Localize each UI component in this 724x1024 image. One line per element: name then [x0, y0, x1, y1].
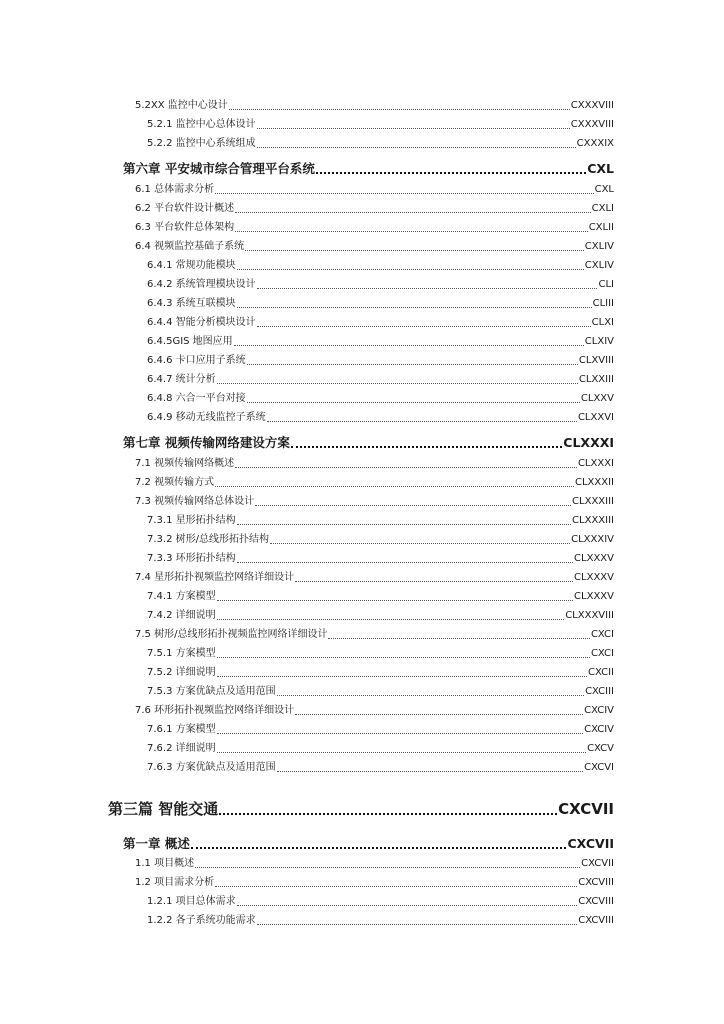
dot-leader [257, 147, 576, 148]
toc-entry-page: CLXXXIII [572, 496, 614, 507]
dot-leader [245, 250, 584, 251]
toc-entry-page: CXL [587, 161, 614, 176]
toc-entry-page: CXCIII [585, 686, 614, 697]
toc-entry-page: CXCVIII [578, 896, 614, 907]
toc-entry-title: 6.1 总体需求分析 [135, 184, 215, 195]
toc-entry-page: CXLI [591, 203, 614, 214]
toc-entry-title: 6.4.1 常规功能模块 [147, 260, 236, 271]
toc-entry-title: 7.5.1 方案模型 [147, 648, 216, 659]
toc-entry-page: CLXXVI [577, 412, 614, 423]
toc-entry[interactable] [147, 392, 614, 406]
dot-leader [257, 924, 578, 925]
dot-leader [237, 307, 592, 308]
toc-entry-page: CLXXXVIII [565, 610, 614, 621]
dot-leader [229, 109, 570, 110]
toc-entry-page: CLXXXI [563, 435, 614, 450]
toc-entry-page: CXCVIII [578, 877, 614, 888]
toc-entry[interactable] [147, 411, 614, 425]
toc-entry-title: 7.3 视频传输网络总体设计 [135, 496, 255, 507]
toc-entry-title: 7.2 视频传输方式 [135, 477, 215, 488]
toc-entry[interactable] [147, 609, 614, 623]
toc-entry[interactable] [135, 457, 614, 471]
toc-entry[interactable] [147, 590, 614, 604]
dot-leader [237, 524, 571, 525]
toc-entry-title: 7.6.3 方案优缺点及适用范围 [147, 762, 276, 773]
dot-leader [277, 771, 583, 772]
toc-entry-page: CXCVI [584, 762, 614, 773]
toc-entry[interactable] [147, 335, 614, 349]
toc-entry[interactable] [147, 761, 614, 775]
toc-entry-title: 7.4.2 详细说明 [147, 610, 216, 621]
toc-entry-page: CLXXXV [574, 572, 614, 583]
toc-entry-page: CXXXVIII [570, 100, 614, 111]
toc-entry-title: 第七章 视频传输网络建设方案 [123, 435, 290, 450]
toc-entry[interactable] [135, 876, 614, 890]
toc-entry-title: 7.6.1 方案模型 [147, 724, 216, 735]
dot-leader [291, 446, 562, 448]
toc-entry-title: 6.4 视频监控基础子系统 [135, 241, 245, 252]
toc-entry-page: CXLIV [584, 241, 614, 252]
toc-entry-title: 6.4.8 六合一平台对接 [147, 393, 246, 404]
dot-leader [215, 886, 577, 887]
toc-entry[interactable] [135, 495, 614, 509]
toc-entry[interactable] [147, 118, 614, 132]
toc-entry-page: CXCIV [584, 724, 614, 735]
toc-entry[interactable] [147, 552, 614, 566]
toc-entry[interactable] [147, 533, 614, 547]
toc-entry-page: CLIII [592, 298, 614, 309]
dot-leader [316, 172, 586, 174]
toc-entry-page: CLXI [591, 317, 614, 328]
dot-leader [191, 847, 567, 849]
toc-entry[interactable] [135, 240, 614, 254]
toc-entry-title: 7.4.1 方案模型 [147, 591, 216, 602]
toc-entry[interactable] [135, 704, 614, 718]
toc-entry[interactable] [147, 895, 614, 909]
dot-leader [219, 813, 557, 815]
toc-entry[interactable] [135, 99, 614, 113]
toc-entry[interactable] [147, 914, 614, 928]
toc-entry-page: CLXXXV [574, 591, 614, 602]
dot-leader [270, 543, 570, 544]
toc-entry-page: CXCVII [581, 858, 614, 869]
toc-entry[interactable] [147, 137, 614, 151]
toc-entry-page: CLXXXV [574, 553, 614, 564]
toc-entry[interactable] [135, 628, 614, 642]
dot-leader [215, 193, 594, 194]
dot-leader [237, 269, 584, 270]
toc-entry-page: CXLIV [584, 260, 614, 271]
dot-leader [235, 212, 591, 213]
toc-entry-title: 5.2XX 监控中心设计 [135, 100, 228, 111]
dot-leader [267, 421, 577, 422]
toc-entry[interactable] [147, 685, 614, 699]
toc-entry-title: 7.6 环形拓扑视频监控网络详细设计 [135, 705, 295, 716]
dot-leader [234, 345, 584, 346]
toc-entry-page: CXXXIX [576, 138, 614, 149]
toc-entry-title: 7.3.3 环形拓扑结构 [147, 553, 236, 564]
dot-leader [217, 733, 583, 734]
dot-leader [237, 905, 578, 906]
dot-leader [295, 581, 573, 582]
toc-entry-page: CXCI [590, 629, 614, 640]
dot-leader [277, 695, 584, 696]
toc-entry[interactable] [135, 221, 614, 235]
toc-entry[interactable] [147, 297, 614, 311]
toc-entry-page: CLXVIII [578, 355, 614, 366]
toc-entry-title: 7.3.1 星形拓扑结构 [147, 515, 236, 526]
toc-entry-title: 6.2 平台软件设计概述 [135, 203, 235, 214]
toc-entry[interactable] [135, 202, 614, 216]
toc-entry[interactable] [147, 742, 614, 756]
dot-leader [247, 364, 578, 365]
dot-leader [217, 752, 586, 753]
toc-entry-page: CXCVIII [578, 915, 614, 926]
toc-entry-page: CXCV [587, 743, 614, 754]
toc-entry-title: 第六章 平安城市综合管理平台系统 [123, 161, 315, 176]
toc-entry-title: 7.1 视频传输网络概述 [135, 458, 235, 469]
dot-leader [217, 657, 590, 658]
toc-entry-page: CXCII [588, 667, 614, 678]
toc-entry-title: 1.2.1 项目总体需求 [147, 896, 236, 907]
dot-leader [257, 128, 570, 129]
toc-entry[interactable] [147, 647, 614, 661]
toc-entry-title: 6.4.7 统计分析 [147, 374, 216, 385]
toc-entry-title: 7.5.2 详细说明 [147, 667, 216, 678]
dot-leader [235, 467, 577, 468]
toc-entry[interactable] [147, 316, 614, 330]
toc-entry[interactable] [135, 857, 614, 871]
toc-entry[interactable] [147, 514, 614, 528]
toc-entry-title: 1.2 项目需求分析 [135, 877, 215, 888]
toc-entry-title: 7.5 树形/总线形拓扑视频监控网络详细设计 [135, 629, 328, 640]
dot-leader [247, 402, 580, 403]
toc-entry[interactable] [147, 373, 614, 387]
dot-leader [295, 714, 583, 715]
toc-entry-title: 6.3 平台软件总体架构 [135, 222, 235, 233]
toc-entry-title: 1.1 项目概述 [135, 858, 195, 869]
toc-entry-title: 6.4.5GIS 地图应用 [147, 336, 233, 347]
dot-leader [217, 600, 573, 601]
toc-entry-page: CXCVII [567, 836, 614, 851]
toc-entry-title: 7.3.2 树形/总线形拓扑结构 [147, 534, 269, 545]
toc-entry-title: 6.4.3 系统互联模块 [147, 298, 236, 309]
dot-leader [237, 562, 573, 563]
toc-entry[interactable] [147, 666, 614, 680]
toc-entry-title: 7.4 星形拓扑视频监控网络详细设计 [135, 572, 295, 583]
dot-leader [255, 505, 571, 506]
toc-entry-title: 6.4.2 系统管理模块设计 [147, 279, 256, 290]
toc-entry-page: CLXXXII [574, 477, 614, 488]
toc-entry-title: 第三篇 智能交通 [108, 800, 219, 818]
dot-leader [217, 619, 565, 620]
toc-entry-title: 6.4.6 卡口应用子系统 [147, 355, 246, 366]
toc-entry-title: 5.2.2 监控中心系统组成 [147, 138, 256, 149]
toc-entry[interactable] [147, 278, 614, 292]
dot-leader [217, 676, 587, 677]
toc-entry[interactable] [147, 259, 614, 273]
dot-leader [215, 486, 574, 487]
dot-leader [235, 231, 588, 232]
toc-entry-page: CLXXXIV [571, 534, 614, 545]
toc-entry-title: 第一章 概述 [123, 836, 190, 851]
toc-entry-page: CXCIV [584, 705, 614, 716]
dot-leader [217, 383, 578, 384]
dot-leader [257, 288, 598, 289]
toc-entry-title: 6.4.9 移动无线监控子系统 [147, 412, 266, 423]
dot-leader [257, 326, 591, 327]
toc-entry-title: 6.4.4 智能分析模块设计 [147, 317, 256, 328]
toc-entry-page: CLI [598, 279, 614, 290]
toc-entry-page: CLXXXI [577, 458, 614, 469]
dot-leader [195, 867, 580, 868]
toc-entry-title: 5.2.1 监控中心总体设计 [147, 119, 256, 130]
toc-entry-page: CLXXXIII [572, 515, 614, 526]
toc-entry-page: CXCI [590, 648, 614, 659]
toc-entry-page: CLXXIII [578, 374, 614, 385]
toc-entry-page: CXCVII [558, 800, 614, 818]
toc-entry-page: CXXXVIII [570, 119, 614, 130]
toc-entry[interactable] [147, 723, 614, 737]
toc-entry[interactable] [135, 183, 614, 197]
toc-entry-title: 1.2.2 各子系统功能需求 [147, 915, 256, 926]
toc-entry-page: CLXXV [580, 393, 614, 404]
toc-chapter[interactable] [123, 434, 614, 452]
toc-entry-page: CXLII [588, 222, 614, 233]
toc-entry-title: 7.6.2 详细说明 [147, 743, 216, 754]
toc-entry-page: CLXIV [584, 336, 614, 347]
toc-entry-title: 7.5.3 方案优缺点及适用范围 [147, 686, 276, 697]
toc-entry-page: CXL [594, 184, 614, 195]
toc-part[interactable] [108, 798, 614, 820]
toc-entry[interactable] [135, 571, 614, 585]
dot-leader [328, 638, 590, 639]
toc-chapter[interactable] [123, 835, 614, 853]
toc-entry[interactable] [147, 354, 614, 368]
toc-chapter[interactable] [123, 160, 614, 178]
toc-entry[interactable] [135, 476, 614, 490]
